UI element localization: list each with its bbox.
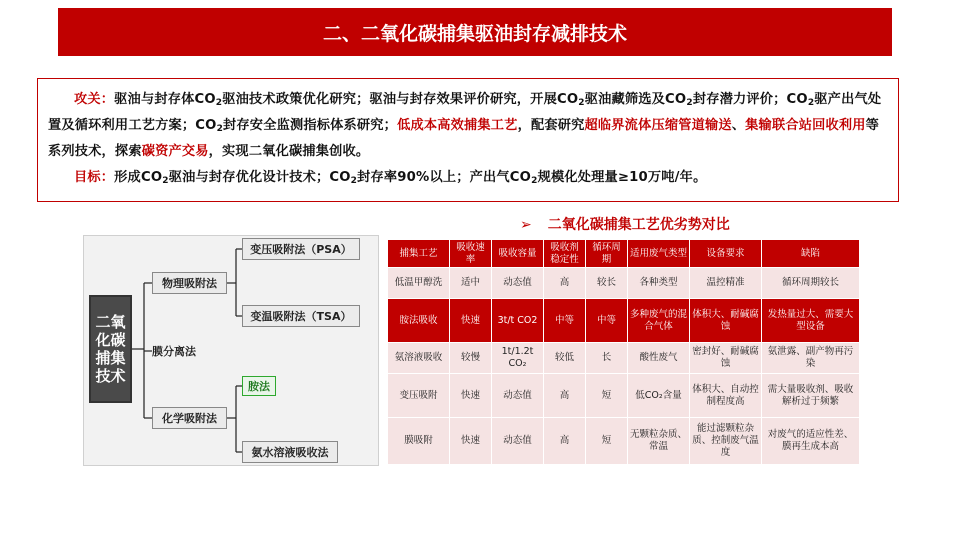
goal-label: 目标：: [74, 170, 115, 185]
compare-title-text: 二氧化碳捕集工艺优劣势对比: [547, 217, 730, 233]
subscript: 2: [578, 98, 585, 108]
text: ，配套研究: [517, 118, 585, 133]
table-cell: 快速: [450, 298, 492, 343]
page-title: 二、二氧化碳捕集驱油封存减排技术: [58, 8, 892, 56]
text: 驱油与封存体CO: [114, 92, 216, 107]
table-cell: 高: [544, 373, 586, 418]
table-cell: 短: [586, 418, 628, 465]
table-cell: 循环周期较长: [762, 268, 860, 298]
capture-comparison-table: [387, 239, 860, 465]
text: ，实现二氧化碳捕集创收。: [208, 144, 370, 159]
table-cell: 温控精准: [690, 268, 762, 298]
table-cell: 快速: [450, 373, 492, 418]
table-cell: 中等: [586, 298, 628, 343]
table-cell: 体积大、耐碱腐蚀: [690, 298, 762, 343]
ammonia-node: 氨水溶液吸收法: [242, 441, 338, 463]
table-cell: 高: [544, 268, 586, 298]
table-header: 捕集工艺: [388, 240, 450, 268]
table-header: 吸收速率: [450, 240, 492, 268]
subscript: 2: [215, 98, 223, 108]
table-cell: 各种类型: [628, 268, 690, 298]
text: 驱油藏筛选及CO: [584, 92, 687, 107]
table-row: [388, 373, 860, 418]
table-cell: 胺法吸收: [388, 298, 450, 343]
highlight-text: 碳资产交易: [141, 144, 209, 159]
highlight-text: 集输联合站回收利用: [745, 118, 866, 133]
tsa-node: 变温吸附法（TSA）: [242, 305, 360, 327]
subscript: 2: [531, 176, 538, 186]
table-cell: 快速: [450, 418, 492, 465]
table-cell: 能过滤颗粒杂质、控制废气温度: [690, 418, 762, 465]
table-cell: 氨泄露、副产物再污染: [762, 343, 860, 373]
table-row: [388, 268, 860, 298]
table-cell: 较长: [586, 268, 628, 298]
table-cell: 密封好、耐碱腐蚀: [690, 343, 762, 373]
arrow-bullet-icon: ➢: [520, 217, 532, 233]
table-header: 吸收剂稳定性: [544, 240, 586, 268]
highlight-text: 低成本高效捕集工艺: [397, 118, 518, 133]
amine-node: 胺法: [242, 376, 276, 396]
table-cell: 体积大、自动控制程度高: [690, 373, 762, 418]
text: 等系列技术，探索: [48, 118, 880, 159]
subscript: 2: [216, 124, 224, 134]
table-cell: 酸性废气: [628, 343, 690, 373]
info-box: [37, 78, 899, 202]
table-row: [388, 418, 860, 465]
table-cell: 需大量吸收剂、吸收解析过于频繁: [762, 373, 860, 418]
goal-paragraph: [48, 165, 888, 191]
subscript: 2: [807, 98, 815, 108]
tree-root-node: 二氧化碳捕集技术: [89, 295, 132, 403]
highlight-text: 超临界流体压缩管道输送: [584, 118, 732, 133]
table-cell: 短: [586, 373, 628, 418]
table-cell: 低CO₂含量: [628, 373, 690, 418]
text: 驱油技术政策优化研究；驱油与封存效果评价研究，开展CO: [222, 92, 579, 107]
table-cell: 氨溶液吸收: [388, 343, 450, 373]
table-cell: 膜吸附: [388, 418, 450, 465]
table-cell: 3t/t CO2: [492, 298, 544, 343]
table-header: 设备要求: [690, 240, 762, 268]
table-cell: 1t/1.2t CO₂: [492, 343, 544, 373]
table-cell: 低温甲醇洗: [388, 268, 450, 298]
table-cell: 动态值: [492, 373, 544, 418]
capture-tech-tree: [83, 235, 379, 466]
table-header: 缺陷: [762, 240, 860, 268]
physical-adsorption-node: 物理吸附法: [152, 272, 227, 294]
text: 形成CO: [114, 170, 163, 185]
attack-paragraph: [48, 87, 888, 165]
compare-title: [520, 214, 730, 234]
text: 驱产出气处置及循环利用工艺方案；CO: [48, 92, 882, 133]
table-cell: 动态值: [492, 268, 544, 298]
attack-label: 攻关：: [74, 92, 115, 107]
table-cell: 适中: [450, 268, 492, 298]
text: 封存率90%以上；产出气CO: [357, 170, 532, 185]
table-cell: 中等: [544, 298, 586, 343]
table-cell: 较慢: [450, 343, 492, 373]
table-header: 循环周期: [586, 240, 628, 268]
table-cell: 多种废气的混合气体: [628, 298, 690, 343]
text: 封存安全监测指标体系研究；: [223, 118, 398, 133]
table-cell: 发热量过大、需要大型设备: [762, 298, 860, 343]
text: 驱油与封存优化设计技术；CO: [168, 170, 351, 185]
table-header: 吸收容量: [492, 240, 544, 268]
text: 、: [731, 118, 746, 133]
table-cell: 长: [586, 343, 628, 373]
chemical-adsorption-node: 化学吸附法: [152, 407, 227, 429]
table-cell: 无颗粒杂质、常温: [628, 418, 690, 465]
table-cell: 较低: [544, 343, 586, 373]
text: 规模化处理量≥10万吨/年。: [537, 170, 707, 185]
table-cell: 动态值: [492, 418, 544, 465]
table-cell: 高: [544, 418, 586, 465]
subscript: 2: [350, 176, 358, 186]
table-cell: 对废气的适应性差、膜再生成本高: [762, 418, 860, 465]
text: 封存潜力评价；CO: [692, 92, 808, 107]
psa-node: 变压吸附法（PSA）: [242, 238, 360, 260]
table-row: [388, 298, 860, 343]
table-row: [388, 343, 860, 373]
membrane-separation-node: 膜分离法: [152, 345, 196, 358]
table-cell: 变压吸附: [388, 373, 450, 418]
table-header: 适用废气类型: [628, 240, 690, 268]
subscript: 2: [162, 176, 169, 186]
subscript: 2: [686, 98, 693, 108]
table-header-row: [388, 240, 860, 268]
